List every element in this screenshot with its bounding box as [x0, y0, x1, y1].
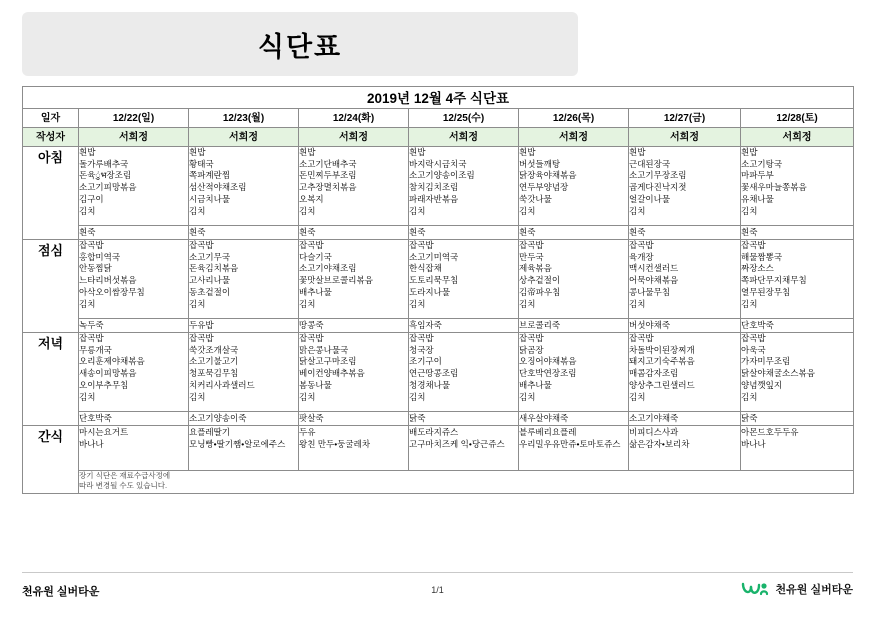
lunch-cell-2	[299, 240, 409, 319]
dinner-sub-4: 새우살야채죽	[519, 412, 629, 426]
dish-line: 매콤감자조림	[629, 368, 679, 379]
dish-line: 잡곡밥	[189, 333, 214, 343]
snack-line: 아몬드호두두유	[741, 427, 799, 437]
dish-line: 단호박연장조림	[519, 368, 577, 379]
dish-line: 청포묵김무침	[189, 368, 239, 379]
dish-line: 돌가루배추국	[79, 158, 129, 169]
dish-line: 김치	[409, 205, 426, 216]
snack-line: 바나나	[741, 439, 766, 450]
row-label-breakfast: 아침	[23, 147, 79, 240]
dish-line: 김치	[79, 391, 96, 402]
dinner-row	[23, 333, 854, 412]
dish-line: 잡곡밥	[299, 240, 324, 250]
lunch-cell-0	[79, 240, 189, 319]
table-title: 2019년 12월 4주 식단표	[23, 87, 854, 109]
lunch-sub-0: 녹두죽	[79, 319, 189, 333]
dish-line: 조기구이	[409, 356, 442, 367]
dish-line: 상추겉절이	[519, 275, 561, 286]
dish-line: 닭살고구마조림	[299, 356, 357, 367]
dish-line: 닭곰장	[519, 344, 544, 355]
dish-line: 동초겉절이	[189, 286, 231, 297]
snack-line: 배도라지쥬스	[409, 427, 459, 437]
snack-cell-2	[299, 426, 409, 471]
snack-cell-0	[79, 426, 189, 471]
dish-line: 쪽파단무지채무침	[741, 275, 807, 286]
breakfast-cell-2	[299, 147, 409, 226]
dish-line: 연근땅콩조림	[409, 368, 459, 379]
dinner-sub-row	[23, 412, 854, 426]
breakfast-cell-6	[741, 147, 854, 226]
dish-line: 흰밥	[189, 147, 206, 157]
dish-line: 소고기단배추국	[299, 158, 357, 169]
dinner-sub-0: 단호박죽	[79, 412, 189, 426]
dinner-cell-0	[79, 333, 189, 412]
snack-cell-6	[741, 426, 854, 471]
dish-line: 연두부양념장	[519, 182, 569, 193]
dish-line: 흰밥	[79, 147, 96, 157]
dish-line: 배추나물	[519, 379, 552, 390]
dish-line: 잡곡밥	[79, 333, 104, 343]
dish-line: 잡곡밥	[299, 333, 324, 343]
lunch-sub-3: 흑임자죽	[409, 319, 519, 333]
lunch-sub-5: 버섯야채죽	[629, 319, 741, 333]
dish-line: 육개장	[629, 251, 654, 262]
dish-line: 해물짬뽕국	[741, 251, 783, 262]
dish-line: 오이부추무침	[79, 379, 129, 390]
dish-line: 시금치나물	[189, 193, 231, 204]
dish-line: 흰밥	[629, 147, 646, 157]
dish-line: 돈육김치볶음	[189, 263, 239, 274]
dish-line: 꽃맛살브로콜리볶음	[299, 275, 373, 286]
dish-line: 얼갈이나물	[629, 193, 671, 204]
dish-line: 김치	[79, 298, 96, 309]
dish-line: 김치	[299, 391, 316, 402]
lunch-sub-4: 브로콜리죽	[519, 319, 629, 333]
breakfast-sub-row	[23, 226, 854, 240]
snack-line: 요플레딸기	[189, 427, 231, 437]
snack-line: 고구마치즈케 익•당근쥬스	[409, 439, 505, 450]
dinner-cell-6	[741, 333, 854, 412]
breakfast-cell-3	[409, 147, 519, 226]
dish-line: 짜장소스	[741, 263, 774, 274]
breakfast-sub-3: 흰죽	[409, 226, 519, 240]
dinner-sub-3: 닭죽	[409, 412, 519, 426]
lunch-sub-row	[23, 319, 854, 333]
dish-line: 느타리버섯볶음	[79, 275, 137, 286]
menu-table-wrapper	[22, 86, 853, 494]
dish-line: 흰밥	[409, 147, 426, 157]
dish-line: 오복지	[299, 193, 324, 204]
dinner-cell-1	[189, 333, 299, 412]
writer-cell-3: 서희정	[409, 128, 519, 147]
dish-line: 흰밥	[519, 147, 536, 157]
snack-line: 모닝빵•딸기쨈•알로에주스	[189, 439, 286, 450]
dish-line: 돈민찌두부조림	[299, 170, 357, 181]
dinner-sub-5: 소고기야채죽	[629, 412, 741, 426]
lunch-cell-6	[741, 240, 854, 319]
footer-brand-name: 천유원 실버타운	[775, 584, 853, 596]
date-cell-5: 12/27(금)	[629, 109, 741, 128]
dish-line: 김치	[741, 298, 758, 309]
dish-line: 양념깻잎지	[741, 379, 783, 390]
note-line: 장기 식단은 재료수급사정에	[79, 471, 171, 480]
page-footer	[0, 572, 875, 619]
snack-row	[23, 426, 854, 471]
dish-line: 김치	[189, 205, 206, 216]
writer-cell-1: 서희정	[189, 128, 299, 147]
dish-line: 도토리묵무침	[409, 275, 459, 286]
writer-row	[23, 128, 854, 147]
dish-line: 소고기불고기	[189, 356, 239, 367]
dish-line: 가자미무조림	[741, 356, 791, 367]
dish-line: 닭살야채굴소스볶음	[741, 368, 815, 379]
dish-line: 다슬기국	[299, 251, 332, 262]
footer-brand-block	[740, 580, 853, 598]
dish-line: 맥시컨샐러드	[629, 263, 679, 274]
snack-line: 바나나	[79, 439, 104, 450]
breakfast-sub-2: 흰죽	[299, 226, 409, 240]
lunch-cell-4	[519, 240, 629, 319]
dish-line: 소고기탕국	[741, 158, 783, 169]
dish-line: 쑥갓나물	[519, 193, 552, 204]
writer-cell-5: 서희정	[629, 128, 741, 147]
snack-cell-3	[409, 426, 519, 471]
dish-line: 흰밥	[741, 147, 758, 157]
dish-line: 만두국	[519, 251, 544, 262]
dish-line: 김치	[629, 391, 646, 402]
dish-line: 청경채나물	[409, 379, 451, 390]
footer-divider	[22, 572, 853, 573]
dish-line: 잡곡밥	[79, 240, 104, 250]
dinner-cell-5	[629, 333, 741, 412]
footer-organization: 천유원 실버타운	[22, 586, 100, 598]
writer-cell-4: 서희정	[519, 128, 629, 147]
dish-line: 파래자반볶음	[409, 193, 459, 204]
breakfast-sub-1: 흰죽	[189, 226, 299, 240]
page-number: 1/1	[431, 585, 444, 595]
dish-line: 김치	[189, 391, 206, 402]
dish-line: 김치	[741, 391, 758, 402]
dish-line: 소고기양송이조림	[409, 170, 475, 181]
date-cell-3: 12/25(수)	[409, 109, 519, 128]
dish-line: 흰밥	[299, 147, 316, 157]
breakfast-row	[23, 147, 854, 226]
date-row	[23, 109, 854, 128]
dinner-sub-6: 닭죽	[741, 412, 854, 426]
dish-line: 김치	[519, 298, 536, 309]
dish-line: 소고기미역국	[409, 251, 459, 262]
lunch-sub-1: 두유밥	[189, 319, 299, 333]
breakfast-sub-5: 흰죽	[629, 226, 741, 240]
dish-line: 돼지고기숙주볶음	[629, 356, 695, 367]
dish-line: 봄동나물	[299, 379, 332, 390]
lunch-sub-6: 단호박죽	[741, 319, 854, 333]
dish-line: 김치	[409, 298, 426, 309]
dish-line: 홍합미역국	[79, 251, 121, 262]
dish-line: 새송이피망볶음	[79, 368, 137, 379]
dish-line: 유채나물	[741, 193, 774, 204]
row-label-dinner: 저녁	[23, 333, 79, 426]
dish-line: 치커리사과샐러드	[189, 379, 255, 390]
snack-line: 두유	[299, 427, 316, 437]
dinner-cell-3	[409, 333, 519, 412]
dish-line: 안동찜닭	[79, 263, 112, 274]
dish-line: 김치	[741, 205, 758, 216]
dish-line: 아욱국	[741, 344, 766, 355]
lunch-cell-1	[189, 240, 299, 319]
lunch-cell-3	[409, 240, 519, 319]
breakfast-cell-5	[629, 147, 741, 226]
row-label-snack: 간식	[23, 426, 79, 494]
snack-cell-5	[629, 426, 741, 471]
writer-cell-6: 서희정	[741, 128, 854, 147]
breakfast-cell-1	[189, 147, 299, 226]
dish-line: 근대된장국	[629, 158, 671, 169]
breakfast-sub-4: 흰죽	[519, 226, 629, 240]
dish-line: 잡곡밥	[629, 333, 654, 343]
snack-line: 우리밀우유만쥬•토마토쥬스	[519, 439, 621, 450]
dish-line: 한식잡채	[409, 263, 442, 274]
dish-line: 섬산적야채조림	[189, 182, 247, 193]
dinner-cell-4	[519, 333, 629, 412]
menu-note	[79, 471, 854, 494]
dish-line: 소고기무국	[189, 251, 231, 262]
dish-line: 오징어야채볶음	[519, 356, 577, 367]
lunch-row	[23, 240, 854, 319]
dish-line: 마파두부	[741, 170, 774, 181]
date-cell-6: 12/28(토)	[741, 109, 854, 128]
dish-line: 차돌박이된장찌개	[629, 344, 695, 355]
dish-line: 무릉개국	[79, 344, 112, 355]
dish-line: 김치	[409, 391, 426, 402]
date-cell-2: 12/24(화)	[299, 109, 409, 128]
dish-line: 버섯들깨탕	[519, 158, 561, 169]
snack-line: 마시는요거트	[79, 427, 129, 437]
dish-line: 고사리나물	[189, 275, 231, 286]
dish-line: 잡곡밥	[189, 240, 214, 250]
dish-line: 콩나물무침	[629, 286, 671, 297]
dinner-cell-2	[299, 333, 409, 412]
dish-line: 김구이	[79, 193, 104, 204]
dish-line: 소고기피망볶음	[79, 182, 137, 193]
dish-line: 잡곡밥	[629, 240, 654, 250]
note-line: 따라 변경될 수도 있습니다.	[79, 480, 168, 490]
dish-line: 잡곡밥	[519, 240, 544, 250]
dish-line: 김치	[629, 205, 646, 216]
dish-line: 잡곡밥	[741, 333, 766, 343]
dish-line: 아삭오이쌈장무침	[79, 286, 145, 297]
lunch-sub-2: 땅콩죽	[299, 319, 409, 333]
snack-cell-1	[189, 426, 299, 471]
dish-line: 김치	[189, 298, 206, 309]
lunch-cell-5	[629, 240, 741, 319]
table-title-row	[23, 87, 854, 109]
snack-line: 블루베리요플레	[519, 427, 577, 437]
dish-line: 쑥갓조개살국	[189, 344, 239, 355]
dish-line: 김치	[299, 205, 316, 216]
breakfast-cell-4	[519, 147, 629, 226]
breakfast-sub-6: 흰죽	[741, 226, 854, 240]
row-label-lunch: 점심	[23, 240, 79, 333]
dish-line: 잡곡밥	[409, 333, 434, 343]
dish-line: 곱게다진낙지젓	[629, 182, 687, 193]
dish-line: 김치	[519, 205, 536, 216]
dish-line: 돈육ुंभ장조림	[79, 170, 132, 181]
writer-cell-0: 서희정	[79, 128, 189, 147]
writer-cell-2: 서희정	[299, 128, 409, 147]
breakfast-cell-0	[79, 147, 189, 226]
dish-line: 양상추그린샐러드	[629, 379, 695, 390]
snack-line: 비피디스사과	[629, 427, 679, 437]
date-cell-1: 12/23(월)	[189, 109, 299, 128]
snack-line: 왕친 만두•둥굴레차	[299, 439, 371, 450]
page-title: 식단표	[257, 31, 343, 62]
breakfast-sub-0: 흰죽	[79, 226, 189, 240]
date-cell-4: 12/26(목)	[519, 109, 629, 128]
row-label-date: 일자	[23, 109, 79, 128]
dish-line: 김치	[299, 298, 316, 309]
dish-line: 제육볶음	[519, 263, 552, 274]
dinner-sub-2: 팟살죽	[299, 412, 409, 426]
brand-logo-icon	[740, 580, 770, 598]
dish-line: 잡곡밥	[741, 240, 766, 250]
dish-line: 김치	[629, 298, 646, 309]
dish-line: 쪽파계란찜	[189, 170, 231, 181]
dish-line: 닭장육야채볶음	[519, 170, 577, 181]
dish-line: 잡곡밥	[409, 240, 434, 250]
dinner-sub-1: 소고기양송이죽	[189, 412, 299, 426]
dish-line: 김帝파우침	[519, 286, 561, 297]
snack-line: 삶은감자•보리차	[629, 439, 690, 450]
dish-line: 청국장	[409, 344, 434, 355]
dish-line: 어묵야채볶음	[629, 275, 679, 286]
dish-line: 베이컨양배추볶음	[299, 368, 365, 379]
date-cell-0: 12/22(일)	[79, 109, 189, 128]
row-label-writer: 작성자	[23, 128, 79, 147]
dish-line: 황태국	[189, 158, 214, 169]
dish-line: 오리훈제야채볶음	[79, 356, 145, 367]
dish-line: 꽃새우마늘쫑볶음	[741, 182, 807, 193]
dish-line: 참치김치조림	[409, 182, 459, 193]
dish-line: 맑은콩나물국	[299, 344, 349, 355]
dish-line: 배추나물	[299, 286, 332, 297]
dish-line: 잡곡밥	[519, 333, 544, 343]
dish-line: 소고기무장조림	[629, 170, 687, 181]
dish-line: 열무된장무침	[741, 286, 791, 297]
menu-table	[22, 86, 854, 494]
dish-line: 김치	[519, 391, 536, 402]
dish-line: 소고기야채조림	[299, 263, 357, 274]
snack-cell-4	[519, 426, 629, 471]
note-row	[23, 471, 854, 494]
dish-line: 도라지나물	[409, 286, 451, 297]
dish-line: 고추장멸치볶음	[299, 182, 357, 193]
dish-line: 바지락시금치국	[409, 158, 467, 169]
dish-line: 김치	[79, 205, 96, 216]
